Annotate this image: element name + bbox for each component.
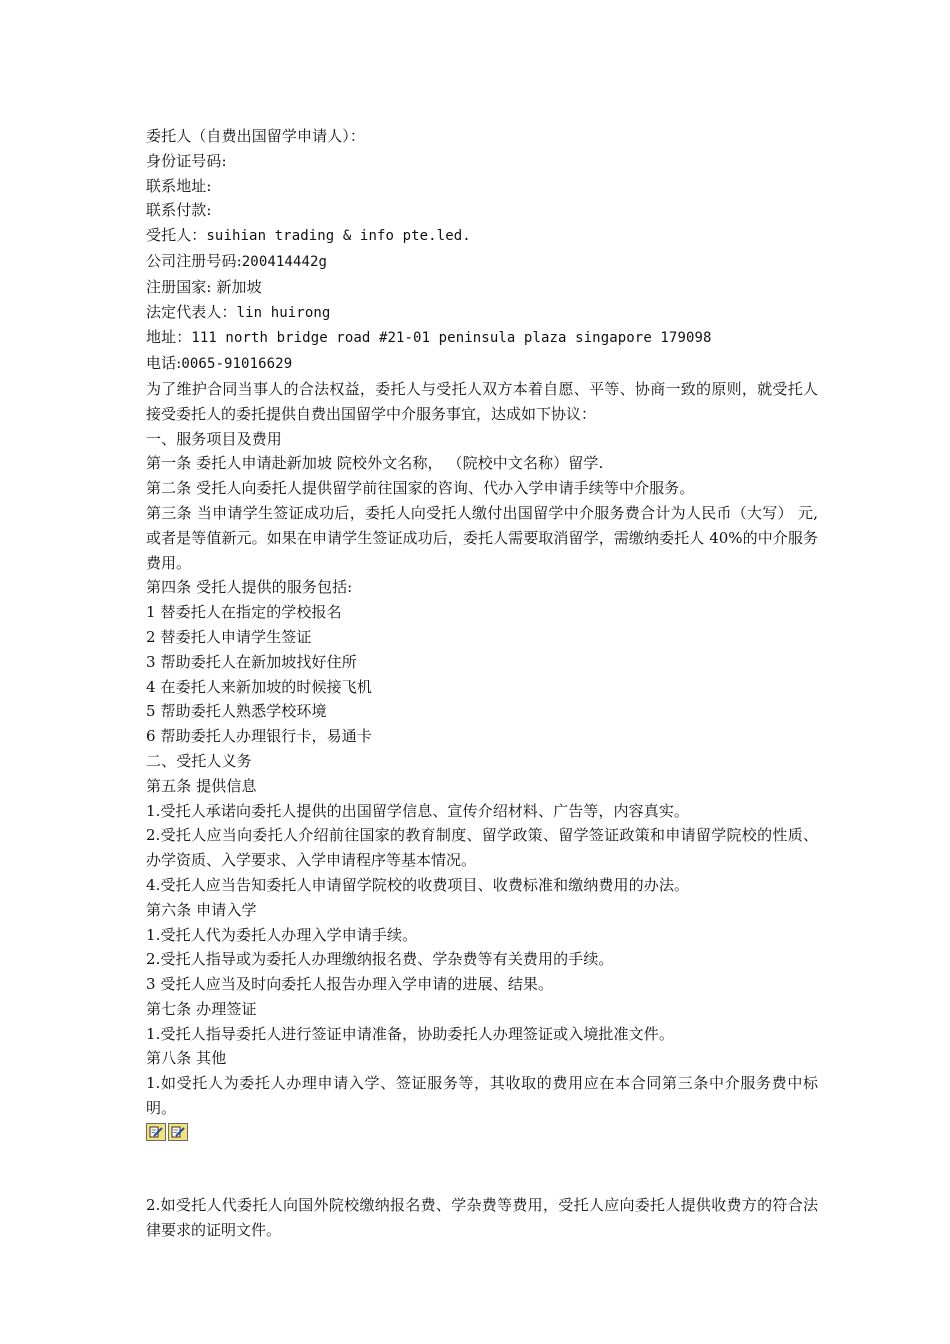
- agent-name: suihian trading & info pte.led.: [206, 228, 471, 245]
- address-value: 111 north bridge road #21-01 peninsula plaza singapore 179098: [191, 330, 712, 347]
- phone-line: [146, 351, 818, 377]
- edit-document-icon-glyph: [170, 1125, 186, 1139]
- article-6-item: 1.受托人代为委托人办理入学申请手续。: [146, 925, 418, 944]
- contract-document: [146, 124, 818, 1242]
- article-8-item: 2.如受托人代委托人向国外院校缴纳报名费、学杂费等费用，受托人应向委托人提供收费方的符合法律要求的证明文件。: [146, 1195, 818, 1239]
- service-item: 4 在委托人来新加坡的时候接飞机: [146, 677, 372, 696]
- article-7-item: 1.受托人指导委托人进行签证申请准备，协助委托人办理签证或入境批准文件。: [146, 1024, 674, 1043]
- contact-address-line: 联系地址:: [146, 176, 212, 195]
- country-value: 新加坡: [216, 277, 262, 296]
- embedded-icons: [146, 1123, 818, 1143]
- representative-label: 法定代表人：: [146, 302, 237, 321]
- article-5-item: 4.受托人应当告知委托人申请留学院校的收费项目、收费标准和缴纳费用的办法。: [146, 875, 690, 894]
- representative-line: [146, 300, 818, 326]
- address-label: 地址：: [146, 328, 192, 347]
- service-item: 2 替委托人申请学生签证: [146, 627, 312, 646]
- phone-label: 电话:: [146, 354, 182, 373]
- agent-line: [146, 223, 818, 249]
- agent-label: 受托人：: [146, 226, 207, 245]
- article-8-title: 第八条 其他: [146, 1049, 227, 1068]
- id-number-line: 身份证号码:: [146, 151, 227, 170]
- service-item: 5 帮助委托人熟悉学校环境: [146, 702, 327, 721]
- article-8-item: 1.如受托人为委托人办理申请入学、签证服务等，其收取的费用应在本合同第三条中介服务费中标明。: [146, 1074, 818, 1118]
- service-item: 3 帮助委托人在新加坡找好住所: [146, 652, 357, 671]
- edit-document-icon-glyph: [148, 1125, 164, 1139]
- principal-line: 委托人（自费出国留学申请人）：: [146, 127, 366, 145]
- article-6-item: 3 受托人应当及时向委托人报告办理入学申请的进展、结果。: [146, 975, 554, 994]
- article-7-title: 第七条 办理签证: [146, 999, 257, 1018]
- article-4: 第四条 受托人提供的服务包括:: [146, 578, 353, 597]
- edit-document-icon[interactable]: [146, 1123, 166, 1141]
- article-5-title: 第五条 提供信息: [146, 776, 257, 795]
- article-5-item: 1.受托人承诺向委托人提供的出国留学信息、宣传介绍材料、广告等，内容真实。: [146, 801, 690, 820]
- section-1-title: 一、服务项目及费用: [146, 429, 282, 448]
- edit-document-icon[interactable]: [168, 1123, 188, 1141]
- section-2-title: 二、受托人义务: [146, 751, 252, 770]
- registration-label: 公司注册号码:: [146, 251, 242, 270]
- country-line: [146, 275, 818, 300]
- article-2: 第二条 受托人向委托人提供留学前往国家的咨询、代办入学申请手续等中介服务。: [146, 479, 695, 498]
- service-item: 6 帮助委托人办理银行卡，易通卡: [146, 727, 372, 746]
- article-5-item: 2.受托人应当向委托人介绍前往国家的教育制度、留学政策、留学签证政策和申请留学院校的性质、办学资质、入学要求、入学申请程序等基本情况。: [146, 826, 818, 870]
- intro-paragraph: 为了维护合同当事人的合法权益，委托人与受托人双方本着自愿、平等、协商一致的原则，就受托人接受委托人的委托提供自费出国留学中介服务事宜，达成如下协议：: [146, 379, 818, 423]
- phone-value: 0065-91016629: [181, 356, 293, 373]
- article-3: 第三条 当申请学生签证成功后，委托人向受托人缴付出国留学中介服务费合计为人民币（大写） 元,或者是等值新元。如果在申请学生签证成功后，委托人需要取消留学，需缴纳委托人 40%的中介服务费用。: [146, 503, 818, 572]
- article-6-item: 2.受托人指导或为委托人办理缴纳报名费、学杂费等有关费用的手续。: [146, 950, 614, 969]
- registration-number: 200414442g: [241, 253, 328, 270]
- contact-payment-line: 联系付款:: [146, 201, 212, 220]
- service-item: 1 替委托人在指定的学校报名: [146, 603, 342, 622]
- article-1: 第一条 委托人申请赴新加坡 院校外文名称， （院校中文名称）留学.: [146, 454, 604, 473]
- country-label: 注册国家:: [146, 277, 217, 296]
- registration-line: [146, 249, 818, 275]
- representative-name: lin huirong: [236, 304, 331, 321]
- article-6-title: 第六条 申请入学: [146, 900, 257, 919]
- address-line: [146, 325, 818, 351]
